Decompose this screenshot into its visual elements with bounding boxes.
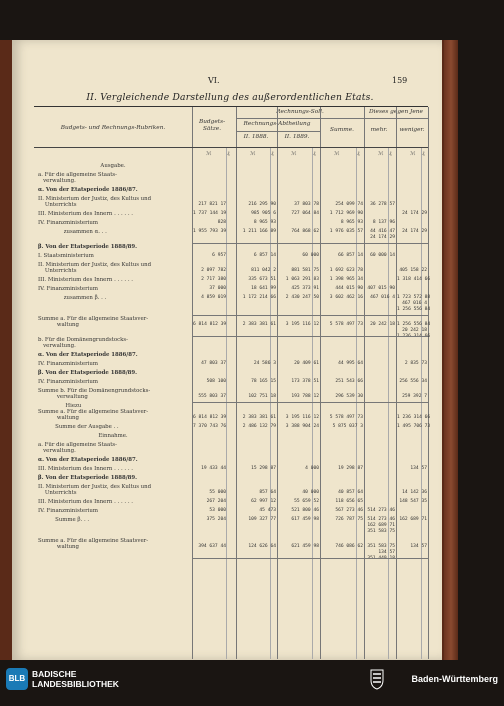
- row-value: 62 997 12: [251, 499, 276, 504]
- row-value: 24 174 29: [402, 229, 427, 234]
- row-label: α. Von der Etatsperiode 1886/87.: [38, 187, 138, 193]
- row-value: 351 583 75 134 57 351 449 18: [367, 544, 395, 561]
- sum-rule: [192, 243, 428, 244]
- row-label: Summe a. Für die allgemeine Staatsver- waltung: [38, 538, 149, 550]
- row-value: 1 495 706 73: [397, 424, 431, 429]
- row-value: 335 673 51: [248, 277, 276, 282]
- row-label: a. Für die allgemeine Staats- verwaltung.: [38, 442, 117, 454]
- row-value: 1 398 965 34: [329, 277, 363, 282]
- row-value: 405 158 22: [399, 268, 427, 273]
- row-value: 617 459 98: [291, 517, 319, 522]
- row-value: 514 273 46 162 689 71 351 583 75: [367, 517, 395, 534]
- lion-coat-of-arms-icon: [368, 668, 386, 690]
- budget-table: [34, 106, 431, 659]
- row-value: 746 086 62: [335, 544, 363, 549]
- row-label: Summe der Ausgabe . .: [38, 424, 119, 430]
- row-label: β. Von der Etatsperiode 1888/89.: [38, 475, 138, 481]
- pfennig-rule: [312, 147, 313, 659]
- row-value: 8 965 93: [340, 220, 363, 225]
- unit-mark-pfennig: ₰: [357, 151, 360, 157]
- row-value: 1 712 969 90: [329, 211, 363, 216]
- pfennig-rule: [421, 147, 422, 659]
- row-label: zusammen α. . .: [38, 229, 107, 235]
- row-value: 2 717 380: [201, 277, 226, 282]
- row-value: 375 204: [206, 517, 226, 522]
- row-label: IV. Finanzministerium: [38, 220, 99, 226]
- row-label: Summe β. . .: [38, 517, 90, 523]
- row-value: 60 000: [302, 253, 319, 258]
- row-value: 259 392 7: [402, 394, 427, 399]
- row-value: 811 042 2: [251, 268, 276, 273]
- row-value: 45 473: [259, 508, 276, 513]
- sum-rule: [192, 315, 428, 316]
- row-value: 407 015 90: [367, 286, 395, 291]
- row-value: 24 174 29: [402, 211, 427, 216]
- row-label: IV. Finanzministerium: [38, 379, 99, 385]
- row-value: 6 857 14: [253, 253, 276, 258]
- row-value: 66 857 14: [338, 253, 363, 258]
- row-value: 6 814 812 39: [193, 415, 227, 420]
- row-value: 1 172 214 66: [242, 295, 276, 300]
- row-value: 193 788 12: [291, 394, 319, 399]
- header-abtheilung: Rechnungs-Abtheilung: [243, 121, 311, 127]
- column-rule: [364, 107, 365, 659]
- row-value: 37 803 78: [294, 202, 319, 207]
- row-value: 40 000: [302, 490, 319, 495]
- row-value: 508 100: [206, 379, 226, 384]
- row-value: 37 000: [209, 286, 226, 291]
- sum-rule: [192, 336, 428, 337]
- row-value: 5 578 497 73: [329, 415, 363, 420]
- unit-mark-mark: ℳ: [410, 151, 416, 157]
- row-value: 134 57: [410, 466, 427, 471]
- row-value: 134 57: [410, 544, 427, 549]
- column-rule: [428, 107, 429, 659]
- row-value: 467 016 4: [370, 295, 395, 300]
- row-value: 4 859 019: [201, 295, 226, 300]
- row-value: 60 000 14: [370, 253, 395, 258]
- row-value: 2 383 381 61: [242, 322, 276, 327]
- unit-mark-pfennig: ₰: [271, 151, 274, 157]
- row-value: 40 857 64: [338, 490, 363, 495]
- row-value: 2 383 381 61: [242, 415, 276, 420]
- unit-mark-mark: ℳ: [206, 151, 212, 157]
- sum-rule: [192, 402, 428, 403]
- row-value: 514 273 46: [367, 508, 395, 513]
- row-value: 47 803 37: [201, 361, 226, 366]
- row-value: 425 373 91: [291, 286, 319, 291]
- header-1889: II. 1889.: [284, 134, 310, 140]
- row-value: 20 409 61: [294, 361, 319, 366]
- row-value: 6 957: [212, 253, 226, 258]
- unit-mark-pfennig: ₰: [227, 151, 230, 157]
- row-value: 1 236 314 66: [397, 415, 431, 420]
- row-value: 1 256 556 84 20 242 18 1 236 314 66: [397, 322, 431, 339]
- row-value: 256 556 34: [399, 379, 427, 384]
- row-value: 727 064 84: [291, 211, 319, 216]
- row-label: III. Ministerium des Innern . . . . . .: [38, 466, 133, 472]
- row-value: 55 000: [209, 490, 226, 495]
- row-label: II. Ministerium der Justiz, des Kultus und Unterrichts: [38, 484, 152, 496]
- unit-mark-mark: ℳ: [378, 151, 384, 157]
- blb-name: [32, 669, 119, 689]
- row-value: 44 416 47 24 174 29: [370, 229, 395, 240]
- row-value: 19 433 44: [201, 466, 226, 471]
- row-value: 2 486 132 79: [242, 424, 276, 429]
- row-value: 985 905 6: [251, 211, 276, 216]
- header-budget: Budgets- Sätze.: [198, 119, 226, 132]
- scanned-page: [12, 40, 442, 660]
- footer-bar: [0, 660, 504, 706]
- blb-name-line2: LANDESBIBLIOTHEK: [32, 679, 119, 689]
- row-value: 1 737 144 19: [193, 211, 227, 216]
- row-value: 24 586 3: [253, 361, 276, 366]
- row-value: 109 327 77: [248, 517, 276, 522]
- book-edge: [444, 40, 458, 660]
- row-value: 102 751 18: [248, 394, 276, 399]
- row-value: 764 868 62: [291, 229, 319, 234]
- row-label: III. Ministerium des Innern . . . . . .: [38, 211, 133, 217]
- row-label: IV. Finanzministerium: [38, 508, 99, 514]
- row-value: 6 814 812 39: [193, 322, 227, 327]
- row-label: Hiezu Summe a. Für die allgemeine Staatsver- waltung: [38, 403, 149, 421]
- row-value: 2 430 247 50: [285, 295, 319, 300]
- row-value: 216 295 90: [248, 202, 276, 207]
- row-value: 55 659 52: [294, 499, 319, 504]
- row-value: 5 578 497 73: [329, 322, 363, 327]
- unit-mark-mark: ℳ: [291, 151, 297, 157]
- bw-label: Baden-Württemberg: [411, 674, 498, 684]
- row-value: 621 459 98: [291, 544, 319, 549]
- blb-logo: BLB: [6, 668, 28, 690]
- row-value: 1 976 035 57: [329, 229, 363, 234]
- row-value: 8 965 93: [253, 220, 276, 225]
- header-weniger: weniger.: [399, 127, 425, 133]
- row-label: α. Von der Etatsperiode 1886/87.: [38, 352, 138, 358]
- row-label: Ausgabe.: [100, 163, 126, 169]
- unit-mark-pfennig: ₰: [389, 151, 392, 157]
- row-value: 2 835 73: [404, 361, 427, 366]
- row-value: 162 689 71: [399, 517, 427, 522]
- unit-mark-pfennig: ₰: [313, 151, 316, 157]
- row-value: 3 195 116 12: [285, 415, 319, 420]
- row-label: a. Für die allgemeine Staats- verwaltung.: [38, 172, 117, 184]
- row-value: 828: [217, 220, 226, 225]
- book-binding: [0, 40, 458, 660]
- header-rubrik: Budgets- und Rechnungs-Rubriken.: [60, 125, 166, 131]
- row-label: b. Für die Domänengrundstocks- verwaltung.: [38, 337, 128, 349]
- header-rule: [236, 118, 428, 119]
- row-value: 7 370 743 76: [193, 424, 227, 429]
- row-value: 1 211 166 89: [242, 229, 276, 234]
- pfennig-rule: [226, 147, 227, 659]
- row-value: 1 318 414 66: [397, 277, 431, 282]
- row-label: β. Von der Etatsperiode 1888/89.: [38, 244, 138, 250]
- row-value: 3 195 116 12: [285, 322, 319, 327]
- unit-mark-mark: ℳ: [250, 151, 256, 157]
- row-value: 14 142 36: [402, 490, 427, 495]
- row-value: 173 378 51: [291, 379, 319, 384]
- row-value: 36 278 57: [370, 202, 395, 207]
- row-value: 857 64: [259, 490, 276, 495]
- row-value: 267 204: [206, 499, 226, 504]
- row-label: zusammen β. . .: [38, 295, 107, 301]
- page-title: II. Vergleichende Darstellung des außerordentlichen Etats.: [86, 92, 374, 103]
- row-value: 251 543 66: [335, 379, 363, 384]
- header-1888: II. 1888.: [243, 134, 269, 140]
- row-value: 3 602 462 16: [329, 295, 363, 300]
- row-value: 394 637 44: [198, 544, 226, 549]
- row-value: 15 298 87: [251, 466, 276, 471]
- row-value: 444 015 90: [335, 286, 363, 291]
- row-value: 567 273 46: [335, 508, 363, 513]
- row-value: 217 821 17: [198, 202, 226, 207]
- row-value: 118 656 65: [335, 499, 363, 504]
- header-rechnung-soll: Rechnungs-Soll.: [276, 109, 324, 115]
- row-value: 44 995 64: [338, 361, 363, 366]
- row-value: 5 875 037 3: [332, 424, 363, 429]
- row-value: 296 539 30: [335, 394, 363, 399]
- row-label: IV. Finanzministerium: [38, 286, 99, 292]
- row-value: 4 000: [305, 466, 319, 471]
- row-value: 2 097 782: [201, 268, 226, 273]
- row-value: 1 692 623 78: [329, 268, 363, 273]
- page-number: 159: [392, 76, 408, 85]
- blb-name-line1: BADISCHE: [32, 669, 77, 679]
- row-value: 148 547 35: [399, 499, 427, 504]
- row-value: 18 641 99: [251, 286, 276, 291]
- header-mehr: mehr.: [370, 127, 388, 133]
- row-label: I. Staatsministerium: [38, 253, 94, 259]
- header-dieses: Dieses gegen Jene: [369, 109, 423, 115]
- row-value: 1 955 793 39: [193, 229, 227, 234]
- row-label: III. Ministerium des Innern . . . . . .: [38, 499, 133, 505]
- row-value: 8 137 96: [372, 220, 395, 225]
- header-bottom-rule: [34, 147, 428, 148]
- unit-mark-mark: ℳ: [334, 151, 340, 157]
- row-label: IV. Finanzministerium: [38, 361, 99, 367]
- row-label: Summe a. Für die allgemeine Staatsver- waltung: [38, 316, 149, 328]
- header-summe: Summe.: [330, 127, 354, 133]
- row-value: 19 298 87: [338, 466, 363, 471]
- row-value: 726 787 75: [335, 517, 363, 522]
- row-value: 3 388 904 24: [285, 424, 319, 429]
- row-label: β. Von der Etatsperiode 1888/89.: [38, 370, 138, 376]
- row-label: III. Ministerium des Innern . . . . . .: [38, 277, 133, 283]
- row-label: α. Von der Etatsperiode 1886/87.: [38, 457, 138, 463]
- row-label: II. Ministerium der Justiz, des Kultus und Unterrichts: [38, 262, 152, 274]
- header-rule: [236, 131, 320, 132]
- row-value: 254 099 74: [335, 202, 363, 207]
- row-value: 20 242 18: [370, 322, 395, 327]
- row-value: 124 626 64: [248, 544, 276, 549]
- row-value: 1 723 572 88 467 016 4 1 256 556 84: [397, 295, 431, 312]
- row-value: 1 063 291 83: [285, 277, 319, 282]
- row-value: 555 803 37: [198, 394, 226, 399]
- row-value: 78 165 15: [251, 379, 276, 384]
- row-value: 53 000: [209, 508, 226, 513]
- unit-mark-pfennig: ₰: [422, 151, 425, 157]
- row-label: Einnahme.: [98, 433, 128, 439]
- row-label: II. Ministerium der Justiz, des Kultus und Unterrichts: [38, 196, 152, 208]
- section-number: VI.: [208, 76, 220, 85]
- sum-rule: [192, 558, 428, 559]
- row-value: 881 581 75: [291, 268, 319, 273]
- row-value: 521 800 46: [291, 508, 319, 513]
- row-label: Summe b. Für die Domänengrundstocks- verwaltung: [38, 388, 151, 400]
